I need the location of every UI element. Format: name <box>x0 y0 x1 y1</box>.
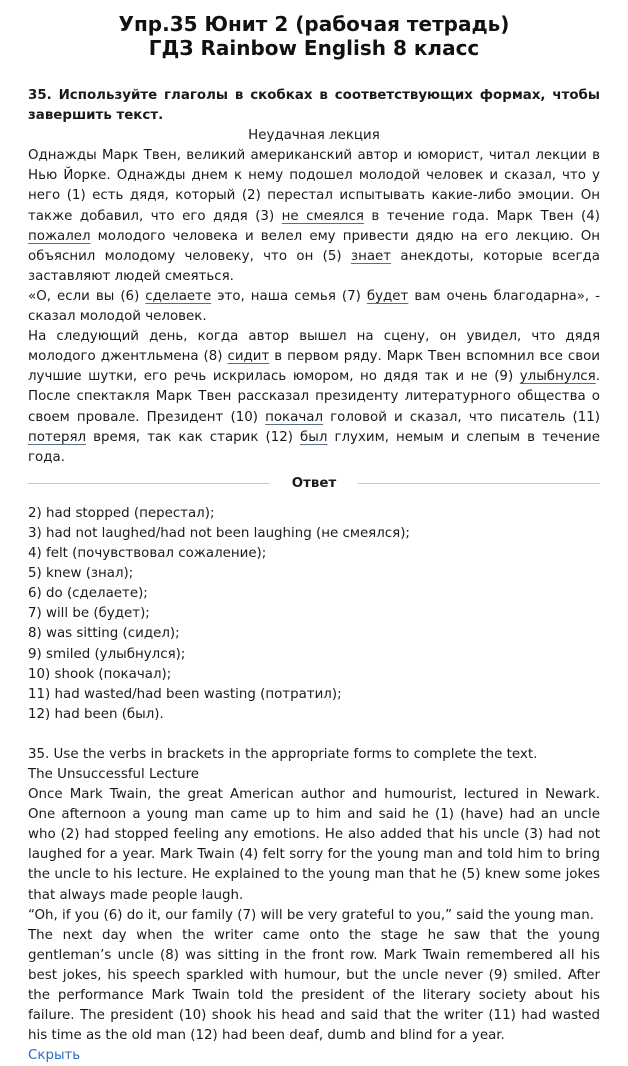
answer-label: Ответ <box>291 475 337 491</box>
ru-answer-8: сидит <box>227 349 270 365</box>
answer-item: 11) had wasted/had been wasting (потратил); <box>28 686 342 702</box>
en-paragraph-2: “Oh, if you (6) do it, our family (7) will be very grateful to you,” said the young man. <box>28 907 595 923</box>
ru-answer-7: будет <box>366 288 409 304</box>
answer-item: 12) had been (был). <box>28 706 164 722</box>
ru-subtitle: Неудачная лекция <box>248 128 380 144</box>
answer-divider <box>28 474 600 494</box>
collapse-link[interactable]: Скрыть <box>28 1048 81 1064</box>
ru-answer-6: сделаете <box>145 288 212 304</box>
answer-item: 5) knew (знал); <box>28 566 134 582</box>
title-line-2: ГДЗ Rainbow English 8 класс <box>148 36 480 60</box>
answer-item: 8) was sitting (сидел); <box>28 626 180 642</box>
ru-paragraph-1: Однажды Марк Твен, великий американский автор и юморист, читал лекции в Нью Йорке. Однажды днем к нему подошел молодой человек и сказал, что у него (1) есть дядя, который (2) перестал испытывать какие-либо эмоции. Он также добавил, что его дядя (3) не смеялся в течение года. Марк Твен (4) пожалел молодого человека и велел ему привести дядю на его лекцию. Он объяснил молодому человеку, что он (5) знает анекдоты, которые всегда заставляют людей смеяться. <box>28 148 600 284</box>
answer-item: 6) do (сделаете); <box>28 586 148 602</box>
en-paragraph-1: Once Mark Twain, the great American author and humourist, lectured in Newark. One afternoon a young man came up to him and said he (1) (have) had an uncle who (2) had stopped feeling any emotions. He also added that his uncle (3) had not laughed for a year. Mark Twain (4) felt sorry for the young man and told him to bring the uncle to his lecture. He explained to the young man that he (5) knew some jokes that always made people laugh. <box>28 787 600 903</box>
answer-item: 9) smiled (улыбнулся); <box>28 646 186 662</box>
answer-item: 4) felt (почувствовал сожаление); <box>28 546 267 562</box>
title-line-1: Упр.35 Юнит 2 (рабочая тетрадь) <box>118 12 510 36</box>
ru-answer-9: улыбнулся <box>519 369 596 385</box>
answer-item: 3) had not laughed/had not been laughing (не смеялся); <box>28 525 410 541</box>
ru-answer-11: потерял <box>28 429 87 445</box>
ru-answer-12: был <box>300 429 328 445</box>
ru-task: 35. Используйте глаголы в скобках в соответствующих формах, чтобы завершить текст. <box>28 88 600 124</box>
en-subtitle: The Unsuccessful Lecture <box>28 767 200 782</box>
ru-answer-5: знает <box>350 248 392 264</box>
page-title <box>28 12 600 60</box>
answer-item: 7) will be (будет); <box>28 606 150 622</box>
divider-line-left <box>28 483 270 484</box>
ru-answer-4: пожалел <box>28 228 91 244</box>
answer-item: 10) shook (покачал); <box>28 666 172 682</box>
en-task: 35. Use the verbs in brackets in the appropriate forms to complete the text. <box>28 746 538 762</box>
answer-item: 2) had stopped (перестал); <box>28 505 215 521</box>
russian-section <box>28 86 600 468</box>
ru-paragraph-3: На следующий день, когда автор вышел на сцену, он увидел, что дядя молодого джентльмена (8) сидит в первом ряду. Марк Твен вспомнил все свои лучшие шутки, его речь искрилась юмором, но дядя так и не (9) улыбнулся. После спектакля Марк Твен рассказал президенту литературного общества о своем провале. Президент (10) покачал головой и сказал, что писатель (11) потерял время, так как старик (12) был глухим, немым и слепым в течение года. <box>28 329 600 465</box>
en-paragraph-3: The next day when the writer came onto the stage he saw that the young gentleman’s uncle (8) was sitting in the front row. Mark Twain remembered all his best jokes, his speech sparkled with humour, but the uncle never (9) smiled. After the performance Mark Twain told the president of the literary society about his failure. The president (10) shook his head and said that the writer (11) had wasted his time as the old man (12) had been deaf, dumb and blind for a year. <box>28 927 600 1044</box>
ru-answer-10: покачал <box>265 409 324 425</box>
divider-line-right <box>358 483 600 484</box>
answer-list <box>28 504 600 725</box>
english-section <box>28 745 600 1046</box>
ru-answer-3: не смеялся <box>281 208 364 224</box>
ru-paragraph-2: «О, если вы (6) сделаете это, наша семья (7) будет вам очень благодарна», - сказал молодой человек. <box>28 288 600 325</box>
